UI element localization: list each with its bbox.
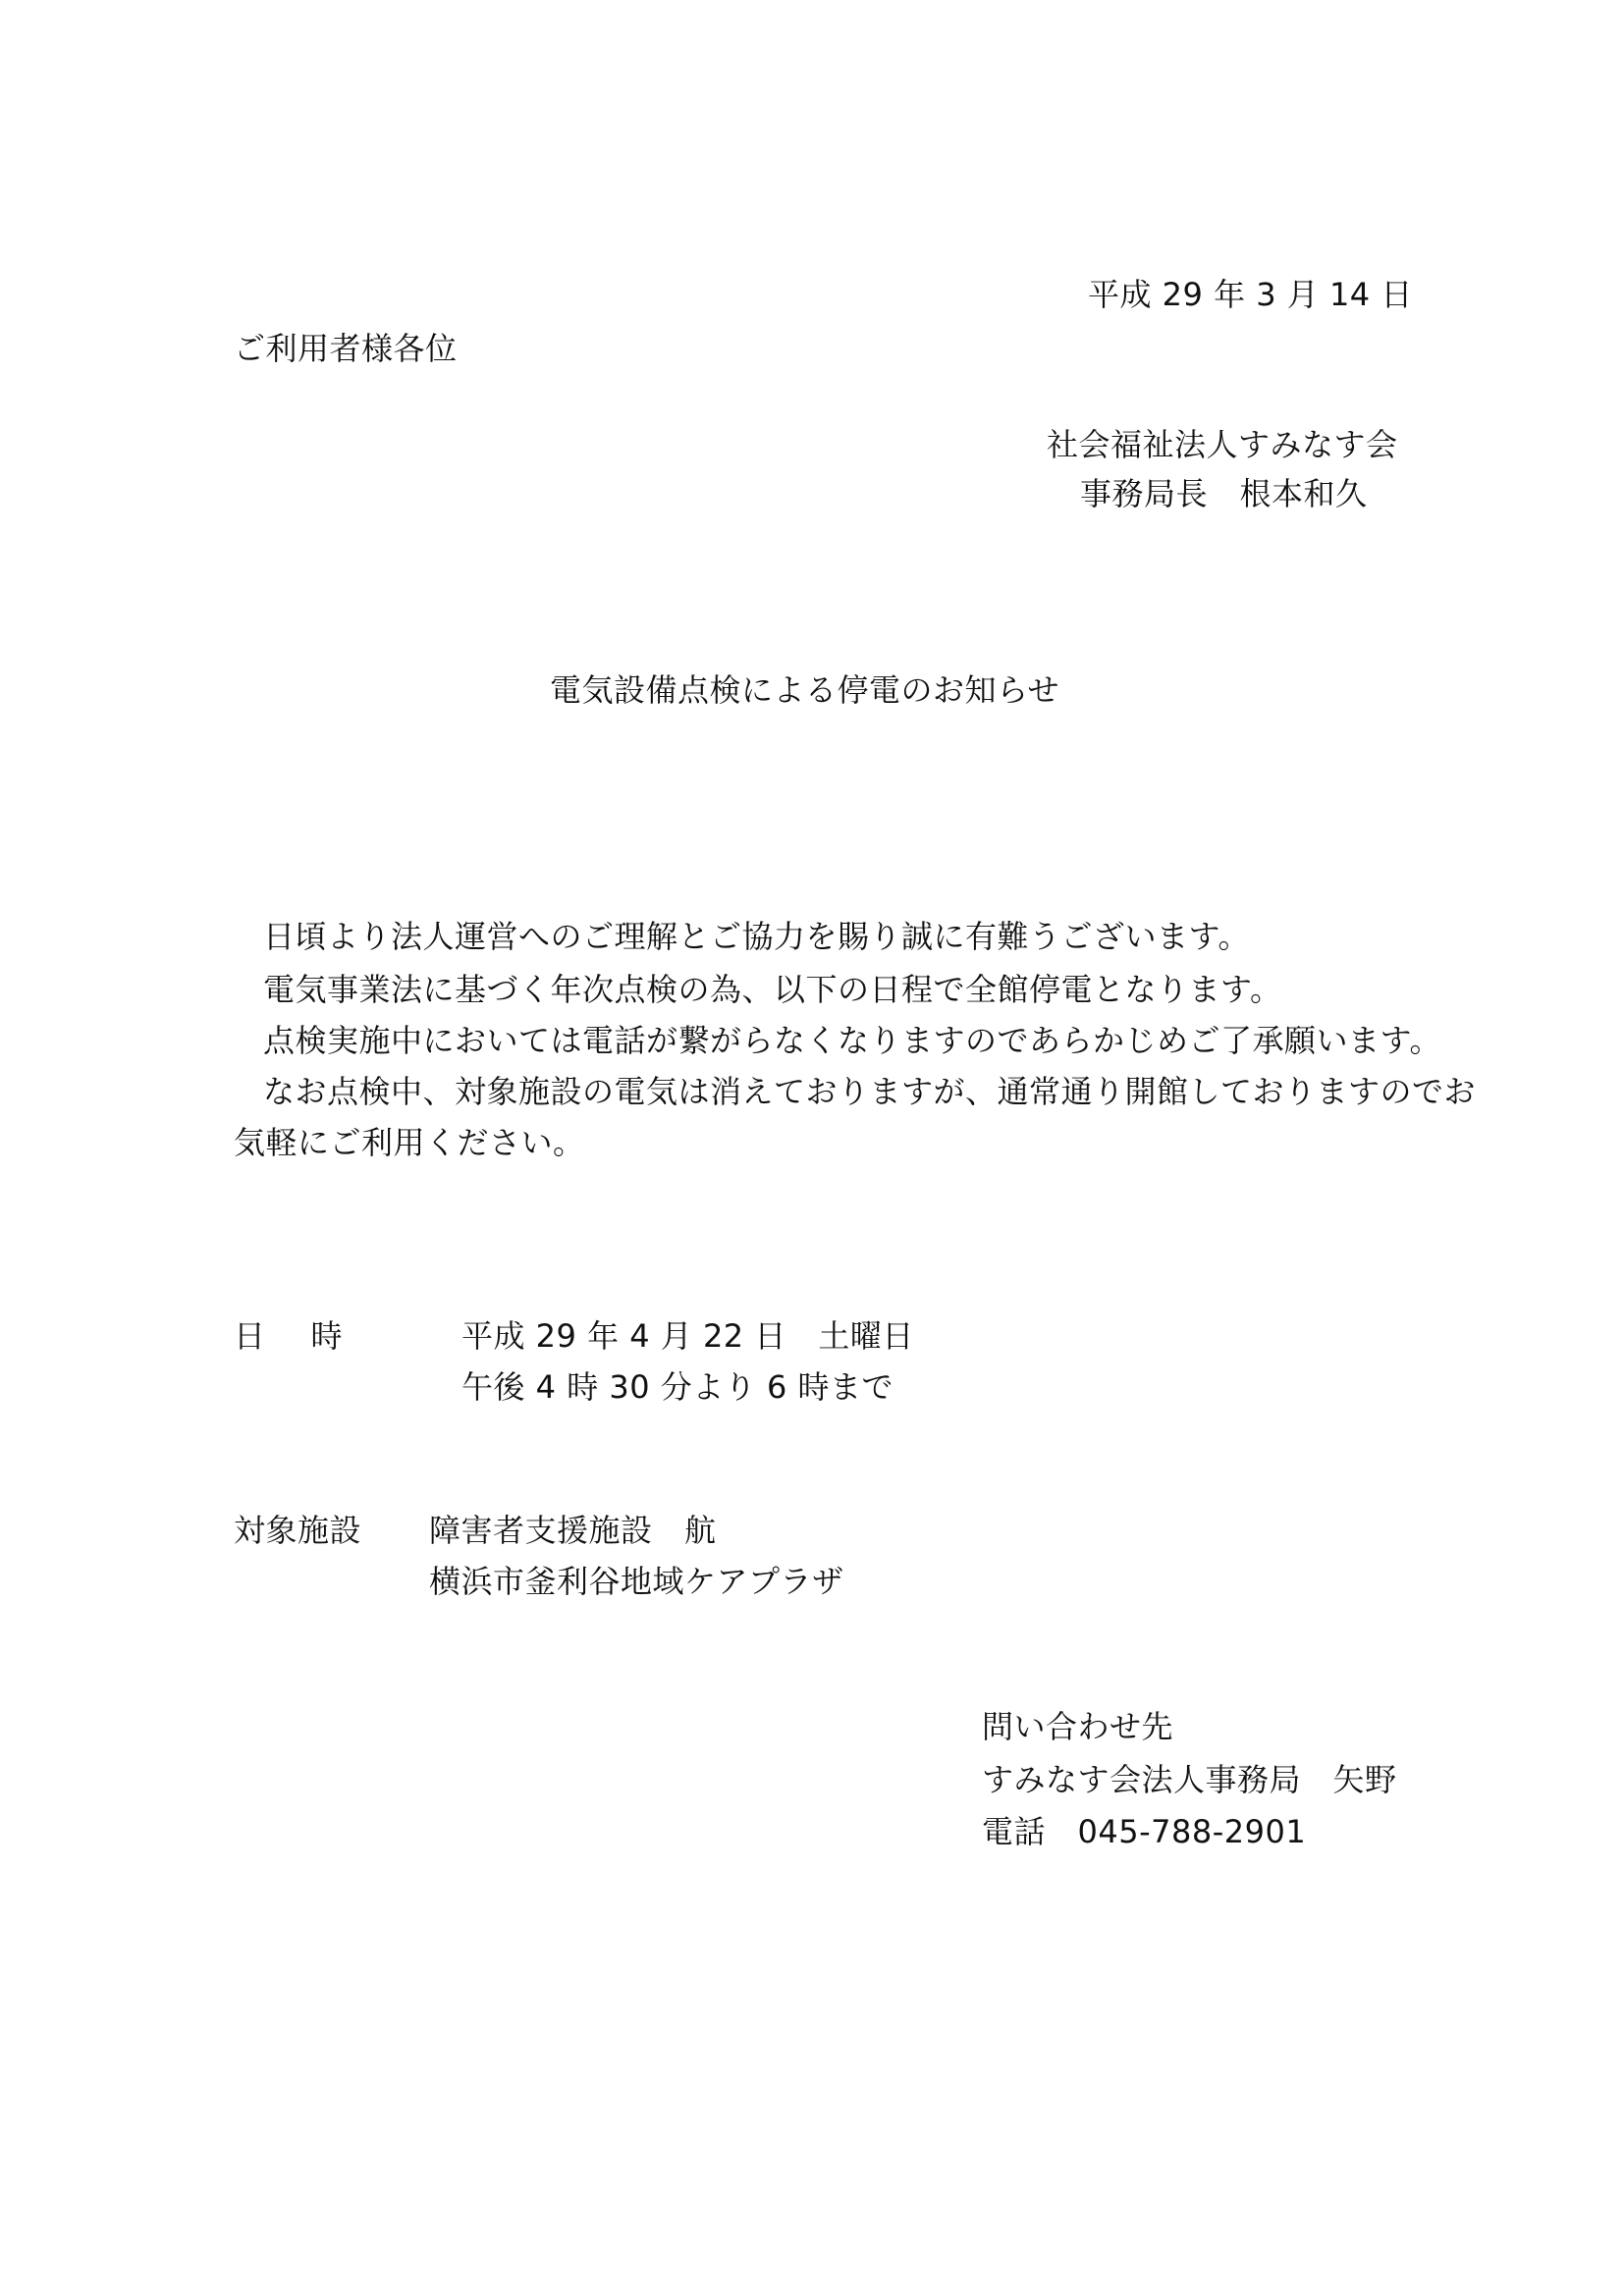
document-date: 平成 29 年 3 月 14 日 [1088, 276, 1413, 313]
body-paragraph-line: 点検実施中においては電話が繋がらなくなりますのであらかじめご了承願います。 [263, 1022, 1441, 1059]
contact-title: 問い合わせ先 [982, 1708, 1174, 1745]
schedule-label-part2: 時 [310, 1317, 344, 1355]
body-paragraph-line: 日頃より法人運営へのご理解とご協力を賜り誠に有難うございます。 [263, 918, 1250, 955]
schedule-date: 平成 29 年 4 月 22 日 土曜日 [461, 1317, 914, 1355]
body-paragraph-line: 電気事業法に基づく年次点検の為、以下の日程で全館停電となります。 [263, 971, 1282, 1008]
contact-phone: 電話 045-788-2901 [982, 1813, 1307, 1850]
facility-item: 横浜市釜利谷地域ケアプラザ [429, 1563, 844, 1600]
recipient-line: ご利用者様各位 [234, 330, 458, 367]
body-paragraph-line: なお点検中、対象施設の電気は消えておりますが、通常通り開館しておりますのでお [263, 1073, 1477, 1110]
contact-office: すみなす会法人事務局 矢野 [982, 1761, 1397, 1798]
notice-title: 電気設備点検による停電のお知らせ [550, 671, 1060, 709]
body-paragraph-line: 気軽にご利用ください。 [234, 1124, 585, 1161]
schedule-label-part1: 日 [234, 1317, 266, 1355]
facilities-label: 対象施設 [234, 1512, 362, 1549]
sender-director: 事務局長 根本和久 [1080, 475, 1368, 512]
schedule-label [234, 1316, 343, 1356]
sender-organization: 社会福祉法人すみなす会 [1047, 426, 1398, 463]
facility-item: 障害者支援施設 航 [429, 1512, 717, 1549]
schedule-time: 午後 4 時 30 分より 6 時まで [461, 1368, 893, 1406]
